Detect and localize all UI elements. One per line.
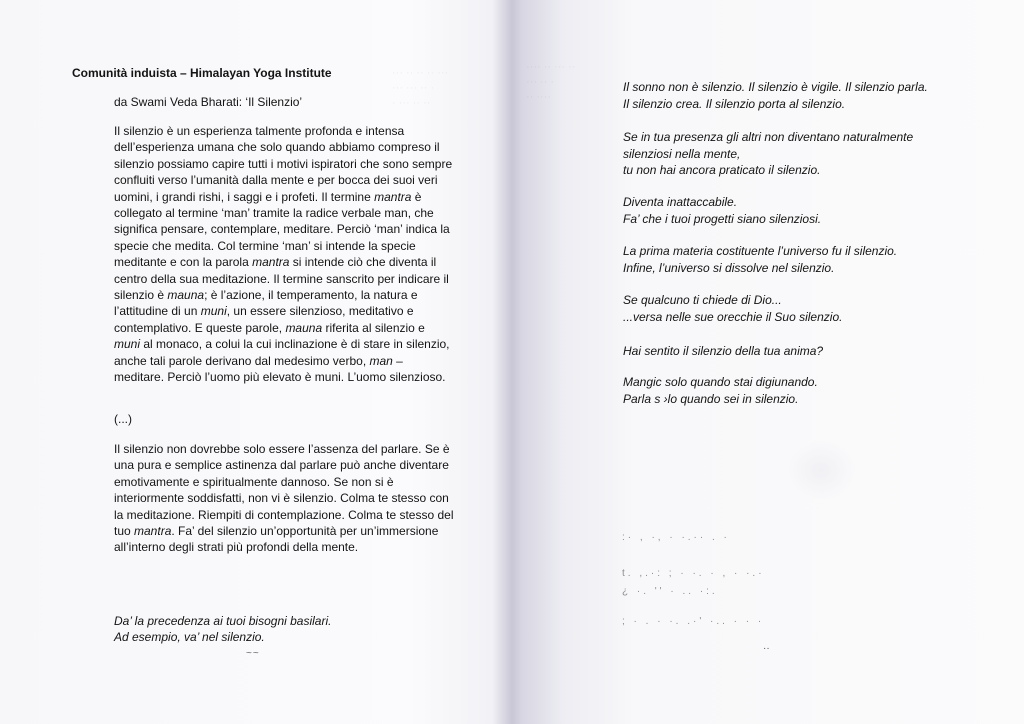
verse-line: Il sonno non è silenzio. Il silenzio è vigile. Il silenzio parla. xyxy=(623,80,928,94)
italic-term: mauna xyxy=(285,320,323,335)
paragraph-1 xyxy=(114,123,454,386)
faded-text: t. ,.·: ; · ·. · , · ·.· xyxy=(622,568,765,579)
verse-line: Infine, l’universo si dissolve nel silenzio. xyxy=(623,260,835,275)
text-run: si intende ciò che diventa il centro della sua meditazione. Il termine sanscrito per indicare il silenzio è xyxy=(114,255,449,303)
text-run: ; è l’azione, il temperamento, la natura e l’attitudine di un xyxy=(114,288,418,319)
text-run: . Fa’ del silenzio un’opportunità per un’immersione all’interno degli strati più profondi della mente. xyxy=(114,524,439,555)
verse-line: Hai sentito il silenzio della tua anima? xyxy=(623,344,824,358)
omission-mark: (...) xyxy=(114,412,132,426)
italic-term: muni xyxy=(200,304,227,319)
page-smudge xyxy=(786,440,856,500)
page-number: ~~ xyxy=(246,648,260,659)
italic-term: mantra xyxy=(252,255,290,270)
text-run: riferita al silenzio e xyxy=(322,320,425,335)
text-run: è collegato al termine ‘man’ tramite la radice verbale man, che significa pensare, contemplare, meditare. Perciò ‘man’ indica la specie che medita. Col termine ‘man’ si intende la specie meditante e con la parola xyxy=(114,189,450,270)
verse-line: tu non hai ancora praticato il silenzio. xyxy=(623,163,821,178)
text-run: – meditare. Perciò l’uomo più elevato è muni. L’uomo silenzioso. xyxy=(114,353,446,385)
verse-line: Diventa inattaccabile. xyxy=(623,195,738,209)
italic-term: man xyxy=(369,353,393,368)
left-page xyxy=(0,0,508,724)
faded-text: :· , ·, · ·.·· . · xyxy=(622,532,730,543)
paragraph-2 xyxy=(114,441,454,556)
quote-line-1: Da’ la precedenza ai tuoi bisogni basilari. xyxy=(114,614,332,628)
text-run: Il silenzio è un esperienza talmente profonda e intensa dell’esperienza umana che solo quando abbiamo compreso il silenzio possiamo capire tutti i motivi ispiratori che sono sempre confluiti verso l’umanità dalla mente e per bocca dei suoi veri uomini, i grandi rishi, i saggi e i profeti. Il termine xyxy=(114,124,453,204)
bleed-through-text: ···· ·· ··· ·· ··· ·· · ·· ···· xyxy=(526,61,576,103)
text-run: , un essere silenzioso, meditativo e contemplativo. E queste parole, xyxy=(114,304,414,335)
bleed-through-text: ··· ·· ·· ·· ··· ··· ··· ·· · · ··· ·· ·· xyxy=(392,67,449,109)
faded-text: ¿ ·. '' · .. ·:. xyxy=(622,586,718,597)
italic-term: muni xyxy=(114,337,141,352)
italic-term: mantra xyxy=(374,189,412,204)
stanza-3 xyxy=(623,194,821,227)
text-run: Il silenzio non dovrebbe solo essere l’assenza del parlare. Se è una pura e semplice astinenza dal parlare può anche diventare emotivamente e spiritualmente dannoso. Se non si è interiormente soddisfatti, non vi è silenzio. Colma te stesso con la meditazione. Riempiti di contemplazione. Colma te stesso del tuo xyxy=(114,442,454,539)
italic-term: mantra xyxy=(134,524,172,539)
verse-line: Se qualcuno ti chiede di Dio... xyxy=(623,293,782,307)
verse-line: Parla s ›lo quando sei in silenzio. xyxy=(623,391,799,406)
stanza-7 xyxy=(623,374,818,407)
stanza-2 xyxy=(623,129,913,179)
verse-line: silenziosi nella mente, xyxy=(623,146,741,161)
right-page xyxy=(518,0,1024,724)
page-heading: Comunità induista – Himalayan Yoga Institute xyxy=(72,66,332,80)
quote-line-2: Ad esempio, va’ nel silenzio. xyxy=(114,630,265,645)
verse-line: Mangic solo quando stai digiunando. xyxy=(623,375,818,389)
source-citation: da Swami Veda Bharati: ‘Il Silenzio’ xyxy=(114,95,303,109)
page-number: ·· xyxy=(763,643,770,654)
stanza-5 xyxy=(623,292,842,325)
verse-line: La prima materia costituente l’universo fu il silenzio. xyxy=(623,244,898,258)
verse-line: Se in tua presenza gli altri non diventano naturalmente xyxy=(623,130,914,144)
verse-line: Fa’ che i tuoi progetti siano silenziosi. xyxy=(623,211,822,226)
text-run: al monaco, a colui la cui inclinazione è di stare in silenzio, anche tali parole derivano dal medesimo verbo, xyxy=(114,337,450,368)
verse-line: Il silenzio crea. Il silenzio porta al silenzio. xyxy=(623,96,846,111)
verse-line: ...versa nelle sue orecchie il Suo silenzio. xyxy=(623,309,843,324)
stanza-1 xyxy=(623,79,928,112)
faded-text: ; · . · ·. .·' ·.. · · · xyxy=(622,616,765,627)
closing-quote xyxy=(114,613,331,646)
italic-term: mauna xyxy=(167,288,205,303)
stanza-4 xyxy=(623,243,897,276)
stanza-6 xyxy=(623,343,823,360)
